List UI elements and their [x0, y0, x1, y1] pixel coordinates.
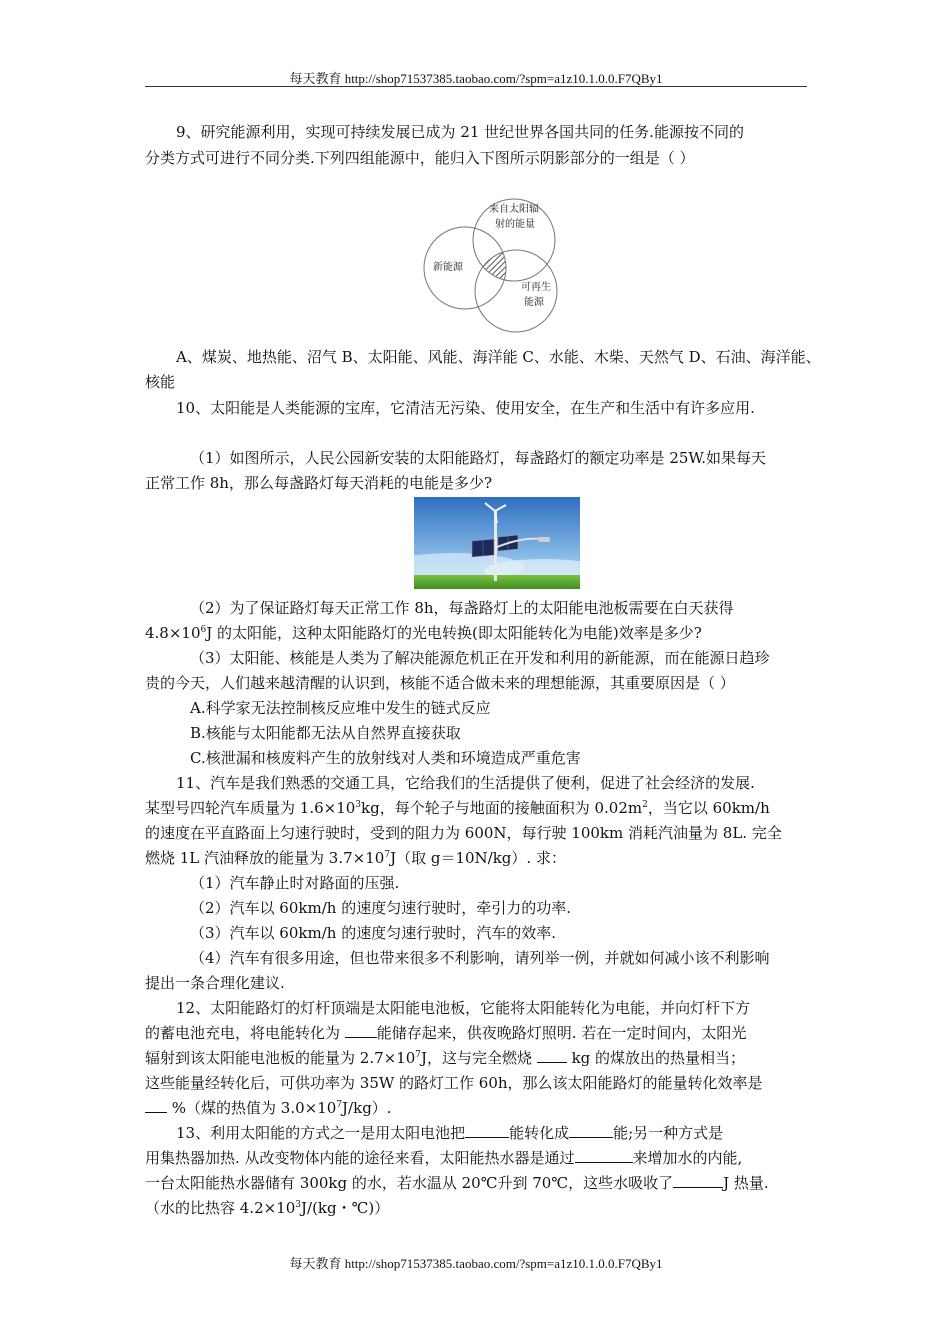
q10-option-c: C.核泄漏和核废料产生的放射线对人类和环境造成严重危害	[190, 749, 581, 767]
q11-mass: 某型号四轮汽车质量为 1.6×10	[145, 799, 356, 817]
q12-blank-1[interactable]	[345, 1023, 377, 1038]
q10-part3-line1: （3）太阳能、核能是人类为了解决能源危机正在开发和利用的新能源，而在能源日趋珍	[190, 649, 770, 667]
q10-part3-line2: 贵的今天，人们越来越清醒的认识到，核能不适合做未来的理想能源，其重要原因是（ ）	[145, 674, 735, 692]
q12-line1: 12、太阳能路灯的灯杆顶端是太阳能电池板，它能将太阳能转化为电能，并向灯杆下方	[176, 999, 751, 1017]
q11-line2	[145, 796, 807, 820]
q10-part2-line2	[145, 621, 807, 645]
q13-blank-2[interactable]	[569, 1123, 613, 1138]
q13-line4-end: J/(kg・℃)）	[301, 1199, 390, 1217]
q13-line3-end: J 热量.	[723, 1174, 769, 1192]
page-footer: 每天教育 http://shop71537385.taobao.com/?spm=a1z10.1.0.0.F7QBy1	[289, 1256, 663, 1271]
q12-blank-2[interactable]	[537, 1048, 567, 1063]
q13-line2	[145, 1146, 807, 1170]
header-divider	[145, 86, 807, 87]
venn-label-renewable-2: 能源	[524, 297, 544, 308]
q10-part2-rest: J 的太阳能，这种太阳能路灯的光电转换(即太阳能转化为电能)效率是多少?	[206, 624, 702, 642]
venn-label-renewable-1: 可再生	[521, 282, 551, 293]
q13-line3	[145, 1171, 807, 1195]
q13-line4	[145, 1196, 807, 1220]
q11-sub3: （3）汽车以 60km/h 的速度匀速行驶时，汽车的效率.	[190, 924, 556, 942]
q11-sub2: （2）汽车以 60km/h 的速度匀速行驶时，牵引力的功率.	[190, 899, 571, 917]
venn-label-new-energy: 新能源	[433, 262, 463, 273]
q11-line4	[145, 846, 807, 870]
q10-part1-line1: （1）如图所示，人民公园新安装的太阳能路灯，每盏路灯的额定功率是 25W.如果每天	[190, 449, 766, 467]
q12-line3-end: kg 的煤放出的热量相当；	[566, 1049, 746, 1067]
q13-line4-start: （水的比热容 4.2×10	[145, 1199, 296, 1217]
q13-blank-1[interactable]	[465, 1123, 509, 1138]
q11-sub1: （1）汽车静止时对路面的压强.	[190, 874, 400, 892]
q13-line3-start: 一台太阳能热水器储有 300kg 的水，若水温从 20℃升到 70℃，这些水吸收了	[145, 1174, 674, 1192]
q13-line2-start: 用集热器加热. 从改变物体内能的途径来看，太阳能热水器是通过	[145, 1149, 575, 1167]
q11-sub4-line2: 提出一条合理化建议.	[145, 974, 285, 992]
q13-line2-end: 来增加水的内能,	[632, 1149, 743, 1167]
q12-line5-end: J/kg）.	[342, 1099, 392, 1117]
q12-line2-start: 的蓄电池充电，将电能转化为	[145, 1024, 345, 1042]
q12-line3-mid: J，这与完全燃烧	[421, 1049, 537, 1067]
q12-line5	[145, 1096, 807, 1120]
q11-energy-exponent: 7	[384, 850, 391, 860]
q13-line1	[176, 1121, 807, 1145]
venn-label-solar-1: 来自太阳辐	[489, 204, 539, 215]
q11-energy-rest: J（取 g＝10N/kg）. 求：	[390, 849, 566, 867]
q13-line1-start: 13、利用太阳能的方式之一是用太阳电池把	[176, 1124, 466, 1142]
q12-line2	[145, 1021, 807, 1045]
q11-mass-exponent: 3	[355, 800, 362, 810]
q13-blank-3[interactable]	[575, 1148, 633, 1163]
q9-options-line2: 核能	[145, 373, 176, 391]
q10-part2-line1: （2）为了保证路灯每天正常工作 8h，每盏路灯上的太阳能电池板需要在白天获得	[190, 599, 734, 617]
q13-line1-mid: 能转化成	[509, 1124, 570, 1142]
q12-line3	[145, 1046, 807, 1070]
q12-energy: 辐射到该太阳能电池板的能量为 2.7×10	[145, 1049, 416, 1067]
q12-heat-exponent: 7	[336, 1100, 343, 1110]
q9-options-line1: A、煤炭、地热能、沼气 B、太阳能、风能、海洋能 C、水能、木柴、天然气 D、石油、海洋能、	[176, 348, 821, 366]
q12-energy-exponent: 7	[415, 1050, 422, 1060]
q11-line1: 11、汽车是我们熟悉的交通工具，它给我们的生活提供了便利，促进了社会经济的发展.	[176, 774, 755, 792]
q10-option-a: A.科学家无法控制核反应堆中发生的链式反应	[190, 699, 491, 717]
q10-part2-exponent: 6	[200, 625, 207, 635]
q12-line2-end: 能储存起来，供夜晚路灯照明. 若在一定时间内，太阳光	[376, 1024, 747, 1042]
q10-intro: 10、太阳能是人类能源的宝库，它清洁无污染、使用安全，在生产和生活中有许多应用.	[176, 399, 755, 417]
q11-area-exponent: 2	[642, 800, 648, 810]
page-header: 每天教育 http://shop71537385.taobao.com/?spm=a1z10.1.0.0.F7QBy1	[289, 71, 663, 86]
q11-line3: 的速度在平直路面上匀速行驶时，受到的阻力为 600N，每行驶 100km 消耗汽油量为 8L. 完全	[145, 824, 782, 842]
q10-option-b: B.核能与太阳能都无法从自然界直接获取	[190, 724, 461, 742]
q12-line4: 这些能量经转化后，可供功率为 35W 的路灯工作 60h，那么该太阳能路灯的能量转化效率是	[145, 1074, 763, 1092]
q13-blank-4[interactable]	[673, 1173, 723, 1188]
q10-part2-value: 4.8×10	[145, 624, 201, 642]
q9-line1: 9、研究能源利用，实现可持续发展已成为 21 世纪世界各国共同的任务.能源按不同的	[176, 123, 744, 141]
q13-line1-end: 能;另一种方式是	[613, 1124, 724, 1142]
q13-heat-exponent: 3	[295, 1200, 302, 1210]
q11-sub4-line1: （4）汽车有很多用途，但也带来很多不利影响，请列举一例，并就如何减小该不利影响	[190, 949, 770, 967]
solar-street-light-photo	[414, 497, 580, 589]
q10-part1-line2: 正常工作 8h，那么每盏路灯每天消耗的电能是多少?	[145, 474, 493, 492]
q11-speed: ，当它以 60km/h	[647, 799, 770, 817]
q12-line5-start: %（煤的热值为 3.0×10	[167, 1099, 337, 1117]
venn-diagram	[423, 196, 563, 336]
q11-area: kg，每个轮子与地面的接触面积为 0.02m	[361, 799, 643, 817]
q11-energy: 燃烧 1L 汽油释放的能量为 3.7×10	[145, 849, 385, 867]
q12-blank-3[interactable]	[145, 1098, 167, 1113]
q9-line2: 分类方式可进行不同分类.下列四组能源中，能归入下图所示阴影部分的一组是（ ）	[145, 149, 695, 167]
venn-label-solar-2: 射的能量	[495, 219, 535, 230]
